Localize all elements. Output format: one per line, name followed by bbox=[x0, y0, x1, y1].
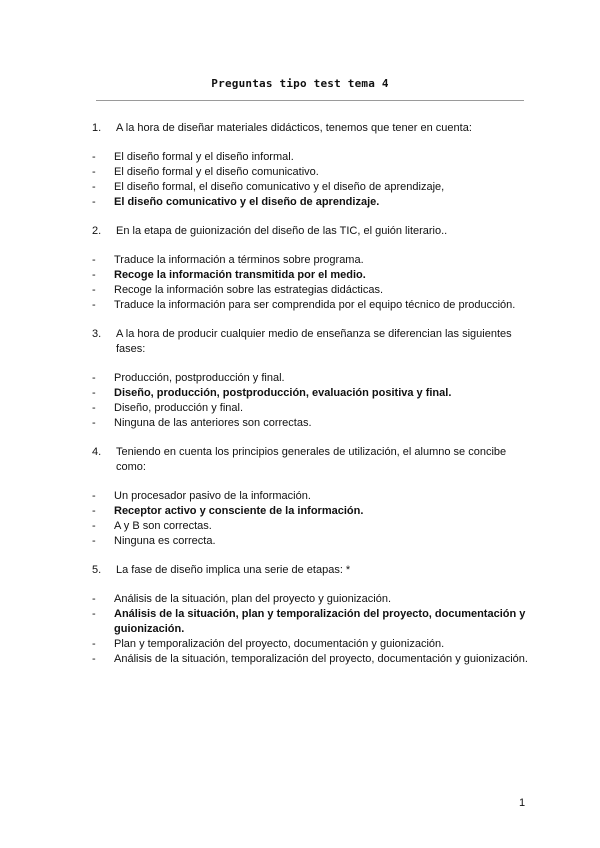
option-list bbox=[92, 371, 532, 431]
answer-option bbox=[92, 150, 532, 165]
bullet-dash: - bbox=[92, 151, 96, 163]
answer-option-text: El diseño formal y el diseño comunicativo. bbox=[114, 166, 319, 178]
answer-option bbox=[92, 652, 532, 667]
page-title: Preguntas tipo test tema 4 bbox=[211, 77, 389, 90]
answer-option bbox=[92, 180, 532, 195]
question-number: 1. bbox=[92, 122, 102, 134]
bullet-dash: - bbox=[92, 608, 96, 620]
question-text: A la hora de diseñar materiales didácticos, tenemos que tener en cuenta: bbox=[116, 122, 472, 134]
page-number: 1 bbox=[519, 797, 526, 809]
answer-option-text: A y B son correctas. bbox=[114, 520, 212, 532]
bullet-dash: - bbox=[92, 505, 96, 517]
question bbox=[92, 224, 532, 313]
answer-option-text: El diseño comunicativo y el diseño de aprendizaje. bbox=[114, 196, 380, 208]
bullet-dash: - bbox=[92, 653, 96, 665]
answer-option-text: Traduce la información a términos sobre programa. bbox=[114, 254, 364, 266]
answer-option bbox=[92, 534, 532, 549]
question-header bbox=[92, 327, 532, 357]
question-header bbox=[92, 121, 532, 136]
answer-option-text: Ninguna de las anteriores son correctas. bbox=[114, 417, 312, 429]
answer-option-text: El diseño formal, el diseño comunicativo y el diseño de aprendizaje, bbox=[114, 181, 445, 193]
answer-option-correct bbox=[92, 386, 532, 401]
title-divider bbox=[96, 100, 524, 101]
answer-option bbox=[92, 253, 532, 268]
bullet-dash: - bbox=[92, 638, 96, 650]
answer-option-correct bbox=[92, 268, 532, 283]
bullet-dash: - bbox=[92, 181, 96, 193]
option-list bbox=[92, 592, 532, 667]
question bbox=[92, 327, 532, 431]
answer-option-text: Diseño, producción y final. bbox=[114, 402, 244, 414]
question-number: 3. bbox=[92, 328, 102, 340]
answer-option-text: El diseño formal y el diseño informal. bbox=[114, 151, 294, 163]
answer-option bbox=[92, 416, 532, 431]
question-text: A la hora de producir cualquier medio de enseñanza se diferencian las siguientes fases: bbox=[116, 328, 512, 355]
question-text: En la etapa de guionización del diseño de las TIC, el guión literario.. bbox=[116, 225, 448, 237]
answer-option-text: Traduce la información para ser comprendida por el equipo técnico de producción. bbox=[114, 299, 516, 311]
answer-option bbox=[92, 519, 532, 534]
question bbox=[92, 121, 532, 210]
bullet-dash: - bbox=[92, 417, 96, 429]
question-number: 2. bbox=[92, 225, 102, 237]
question-text: La fase de diseño implica una serie de etapas: * bbox=[116, 564, 351, 576]
answer-option bbox=[92, 298, 532, 313]
answer-option-text: Ninguna es correcta. bbox=[114, 535, 216, 547]
question-text: Teniendo en cuenta los principios generales de utilización, el alumno se concibe como: bbox=[116, 446, 507, 473]
answer-option bbox=[92, 283, 532, 298]
bullet-dash: - bbox=[92, 166, 96, 178]
option-list bbox=[92, 150, 532, 210]
bullet-dash: - bbox=[92, 387, 96, 399]
question-header bbox=[92, 224, 532, 239]
answer-option-text: Análisis de la situación, plan del proyecto y guionización. bbox=[114, 593, 391, 605]
answer-option-text: Recoge la información sobre las estrategias didácticas. bbox=[114, 284, 384, 296]
bullet-dash: - bbox=[92, 196, 96, 208]
bullet-dash: - bbox=[92, 402, 96, 414]
bullet-dash: - bbox=[92, 520, 96, 532]
bullet-dash: - bbox=[92, 299, 96, 311]
answer-option-text: Un procesador pasivo de la información. bbox=[114, 490, 311, 502]
question-list bbox=[92, 121, 532, 681]
answer-option bbox=[92, 592, 532, 607]
question-header bbox=[92, 563, 532, 578]
question-number: 5. bbox=[92, 564, 102, 576]
answer-option-text: Análisis de la situación, plan y temporalización del proyecto, documentación y guionización. bbox=[114, 608, 526, 635]
question-header bbox=[92, 445, 532, 475]
answer-option-text: Análisis de la situación, temporalización del proyecto, documentación y guionización. bbox=[114, 653, 528, 665]
answer-option-text: Recoge la información transmitida por el medio. bbox=[114, 269, 366, 281]
question-number: 4. bbox=[92, 446, 102, 458]
question bbox=[92, 563, 532, 667]
answer-option-text: Producción, postproducción y final. bbox=[114, 372, 285, 384]
bullet-dash: - bbox=[92, 269, 96, 281]
option-list bbox=[92, 489, 532, 549]
answer-option-text: Diseño, producción, postproducción, evaluación positiva y final. bbox=[114, 387, 452, 399]
answer-option-correct bbox=[92, 504, 532, 519]
answer-option-text: Plan y temporalización del proyecto, documentación y guionización. bbox=[114, 638, 445, 650]
answer-option-text: Receptor activo y consciente de la información. bbox=[114, 505, 364, 517]
answer-option-correct bbox=[92, 195, 532, 210]
answer-option bbox=[92, 637, 532, 652]
answer-option bbox=[92, 165, 532, 180]
bullet-dash: - bbox=[92, 284, 96, 296]
option-list bbox=[92, 253, 532, 313]
question bbox=[92, 445, 532, 549]
answer-option bbox=[92, 371, 532, 386]
bullet-dash: - bbox=[92, 254, 96, 266]
answer-option bbox=[92, 401, 532, 416]
bullet-dash: - bbox=[92, 535, 96, 547]
bullet-dash: - bbox=[92, 372, 96, 384]
bullet-dash: - bbox=[92, 490, 96, 502]
bullet-dash: - bbox=[92, 593, 96, 605]
answer-option bbox=[92, 489, 532, 504]
answer-option-correct bbox=[92, 607, 532, 637]
